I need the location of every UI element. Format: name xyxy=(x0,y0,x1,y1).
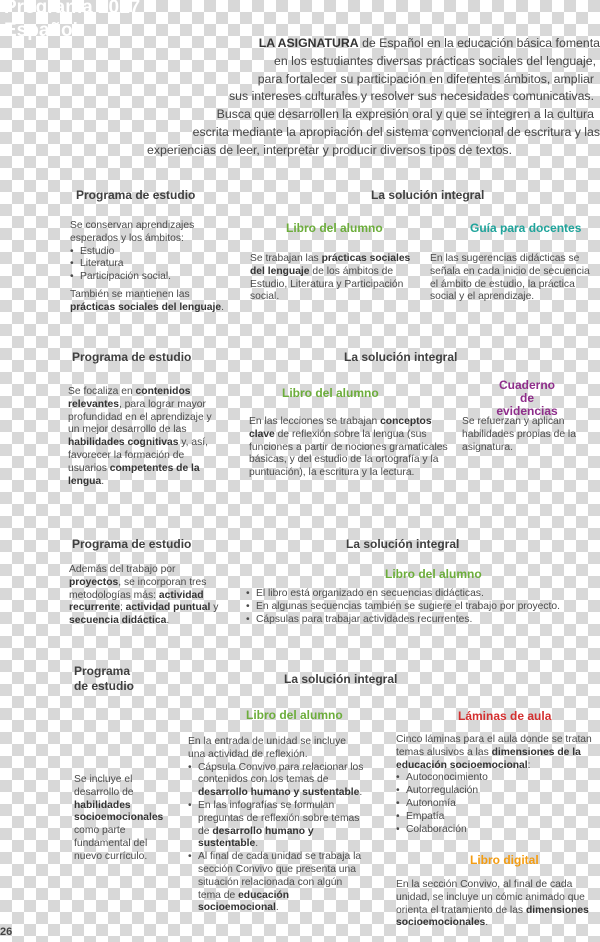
intro-line-4: sus intereses culturales y resolver sus necesidades comunicativas. xyxy=(229,89,594,104)
text-run: ; xyxy=(119,602,126,614)
text-run: Cinco láminas para el aula donde se tratan temas alusivos a las xyxy=(396,734,592,758)
bold-run: habilidades cognitivas xyxy=(68,437,179,449)
s1-guia-docentes-heading: Guía para docentes xyxy=(470,221,582,235)
s4-program-heading xyxy=(74,664,134,694)
intro-line-3: para fortalecer su participación en diferentes ámbitos, ampliar xyxy=(257,71,594,86)
bold-run: proyectos xyxy=(69,576,119,588)
s1-left-intro: Se conservan aprendizajes esperados y los ámbitos: xyxy=(70,220,195,244)
s1-guia-text: En las sugerencias didácticas se señala en cada inicio de secuencia el ámbito de estudio, la práctica social y el aprendizaje. xyxy=(430,253,590,303)
text-run: . xyxy=(166,615,170,627)
list-item: • Colaboración xyxy=(396,824,594,837)
s1-program-heading: Programa de estudio xyxy=(76,188,196,202)
s3-libro-list xyxy=(246,588,596,626)
header-line-2: Español xyxy=(4,20,78,41)
intro-line-7: experiencias de leer, interpretar y producir diversos tipos de textos. xyxy=(147,142,512,157)
intro-paragraph xyxy=(110,35,600,160)
list-item: • Cápsulas para trabajar actividades recurrentes. xyxy=(246,614,596,627)
list-item: • Autorregulación xyxy=(396,785,594,798)
s4-digital-text xyxy=(396,879,598,930)
bold-run: actividad recurrente xyxy=(69,589,204,614)
s1-program-text xyxy=(70,220,228,315)
s4-libro-list xyxy=(188,762,364,916)
bold-run: educación socioemocional xyxy=(198,889,290,914)
s2-cuaderno-line2: de evidencias xyxy=(496,391,558,418)
s4-laminas-list xyxy=(396,772,594,836)
bold-run: actividad puntual xyxy=(125,602,211,614)
text-run: En las infografías se formulan preguntas de reflexión sobre temas de xyxy=(198,799,360,837)
bold-run: desarrollo humano y sustentable xyxy=(198,825,314,850)
list-item: • Autonomía xyxy=(396,798,594,811)
text-run: de los ámbitos de Estudio, Literatura y Participación social. xyxy=(250,265,404,303)
bold-run: contenidos relevantes xyxy=(68,386,191,410)
bold-run: prácticas sociales del lenguaje xyxy=(70,301,222,313)
text-run: y, así, favorecer la formación de usuarios xyxy=(68,437,209,474)
text-run: Se incluye el desarrollo de xyxy=(74,774,134,798)
list-item: • Literatura xyxy=(70,258,228,271)
s4-program-text xyxy=(74,774,174,864)
text-run: . xyxy=(101,475,105,487)
s3-program-heading: Programa de estudio xyxy=(72,537,192,551)
s2-cuaderno-line1: Cuaderno xyxy=(498,378,555,392)
intro-line-5: Busca que desarrollen la expresión oral y que se integren a la cultura xyxy=(216,107,594,122)
bold-run: prácticas sociales del lenguaje xyxy=(250,253,411,277)
s2-cuaderno-heading xyxy=(494,379,560,418)
intro-line-2: en los estudiantes diversas prácticas sociales del lenguaje, xyxy=(274,53,596,68)
text-run: : xyxy=(527,759,531,771)
s2-program-heading: Programa de estudio xyxy=(72,350,192,364)
s1-solution-heading: La solución integral xyxy=(371,188,485,202)
text-run: Se focaliza en xyxy=(68,386,136,397)
list-item: • Autoconocimiento xyxy=(396,772,594,785)
s3-libro-alumno-heading: Libro del alumno xyxy=(385,567,482,581)
intro-lead: LA ASIGNATURA xyxy=(258,36,359,50)
bold-run: dimensiones socioemocionales xyxy=(396,904,589,929)
text-run: En la sección Convivo, al final de cada unidad, se incluye un cómic animado que orienta el tratamiento de las xyxy=(396,879,585,916)
list-item: • Estudio xyxy=(70,246,228,259)
bold-run: dimensiones de la educación socioemocional xyxy=(396,746,581,771)
s4-libro-intro: En la entrada de unidad se incluye una actividad de reflexión. xyxy=(188,736,346,760)
s4-program-line1: Programa xyxy=(74,664,131,678)
text-run: Al final de cada unidad se trabaja la sección Convivo que presenta una situación relacionada con algún tema de xyxy=(198,851,362,901)
text-run: Además del trabajo por xyxy=(69,564,176,575)
s1-libro-alumno-heading: Libro del alumno xyxy=(286,221,383,235)
list-item: • Empatía xyxy=(396,811,594,824)
list-item xyxy=(188,800,364,851)
text-run: . xyxy=(359,787,363,799)
list-item: • El libro está organizado en secuencias didácticas. xyxy=(246,588,596,601)
text-run: También se mantienen las xyxy=(70,288,190,300)
bold-run: secuencia didáctica xyxy=(69,615,167,627)
s4-libro-text xyxy=(188,736,364,915)
intro-line-6: escrita mediante la apropiación del sistema convencional de escritura y las xyxy=(192,124,600,139)
text-run: . xyxy=(255,838,259,850)
s3-program-text xyxy=(69,564,219,628)
text-run: En las lecciones se trabajan xyxy=(249,416,381,427)
intro-line-1-text: de Español en la educación básica fomenta xyxy=(358,36,600,50)
s1-libro-text xyxy=(250,253,420,304)
text-run: como parte fundamental del nuevo currículo. xyxy=(74,825,148,862)
bold-run: competentes de la lengua xyxy=(68,462,200,487)
s3-solution-heading: La solución integral xyxy=(346,537,460,551)
s2-program-text xyxy=(68,386,218,488)
text-run: Cápsula Convivo para relacionar los contenidos con los temas de xyxy=(198,761,364,786)
text-run: y xyxy=(210,602,219,614)
bold-run: conceptos clave xyxy=(249,416,432,440)
text-run: de reflexión sobre la lengua (sus funciones a partir de nociones gramaticales básicas, y del estudio de la ortografía y la puntuación), la escritura y la lectura. xyxy=(249,428,448,479)
bold-run: desarrollo humano y sustentable xyxy=(198,787,360,799)
list-item xyxy=(188,762,364,800)
s4-laminas-heading: Láminas de aula xyxy=(458,709,552,723)
s2-libro-alumno-heading: Libro del alumno xyxy=(282,386,379,400)
s4-laminas-text xyxy=(396,734,594,836)
list-item: • En algunas secuencias también se sugiere el trabajo por proyecto. xyxy=(246,601,596,614)
text-run: Se trabajan las xyxy=(250,253,322,264)
s4-libro-alumno-heading: Libro del alumno xyxy=(246,708,343,722)
s4-program-line2: de estudio xyxy=(74,679,135,693)
header-line-1: Programa 2017 xyxy=(4,0,141,18)
bold-run: habilidades socioemocionales xyxy=(74,799,164,824)
s2-cuaderno-text: Se refuerzan y aplican habilidades propias de la asignatura. xyxy=(462,416,576,453)
s1-left-list xyxy=(70,246,228,284)
text-run: . xyxy=(221,301,224,313)
s4-solution-heading: La solución integral xyxy=(284,672,398,686)
s1-left-more xyxy=(70,289,228,315)
s4-libro-digital-heading: Libro digital xyxy=(470,853,539,867)
list-item: • Participación social. xyxy=(70,271,228,284)
page-number: 26 xyxy=(0,926,13,938)
s2-libro-text xyxy=(249,416,449,480)
text-run: . xyxy=(485,917,489,929)
list-item xyxy=(188,851,364,915)
s2-solution-heading: La solución integral xyxy=(344,350,458,364)
text-run: , para lograr mayor profundidad en el aprendizaje y un mejor desarrollo de las xyxy=(68,398,212,436)
text-run: , se incorporan tres metodologías más: xyxy=(69,576,207,601)
text-run: . xyxy=(275,902,279,914)
intro-line-1 xyxy=(110,35,600,53)
